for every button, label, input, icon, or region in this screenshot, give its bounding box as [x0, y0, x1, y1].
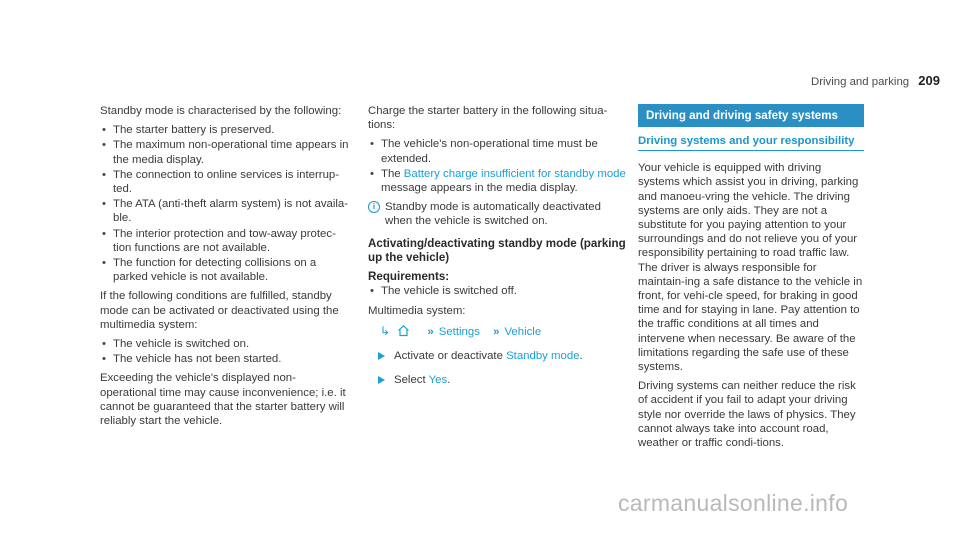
bullet-list	[368, 137, 628, 195]
section-heading: Activating/deactivating standby mode (parking up the vehicle)	[368, 236, 626, 264]
text: message appears in the media display.	[381, 182, 578, 195]
list-item: • The vehicle is switched on.	[100, 337, 352, 351]
requirements-list	[368, 284, 628, 298]
page-number: 209	[918, 73, 940, 88]
section-title: Driving and parking	[810, 76, 910, 88]
step-arrow-icon	[378, 352, 385, 360]
list-item: • The vehicle has not been started.	[100, 352, 352, 366]
chevron-double-right-icon: »	[427, 326, 434, 339]
column-2	[368, 104, 628, 398]
standby-mode-link[interactable]: Standby mode	[506, 350, 580, 363]
text: .	[579, 350, 583, 363]
list-item	[368, 167, 628, 195]
chevron-double-right-icon: »	[493, 326, 500, 339]
text: Activate or deactivate	[394, 350, 507, 363]
paragraph: Your vehicle is equipped with driving systems which assist you in driving, parking and manoeu-vring the vehicle. The driving systems are only aids. They are not a substitute for you paying attention to your surroundings and do not relieve you of your responsibility pertaining to road traffic law. The driver is always responsible for maintain-ing a safe distance to the vehicle in front, for vehi-cle speed, for braking in good time and for staying in lane. Pay attention to the traffic conditions at all times and intervene when necessary. Be aware of the limitations regarding the safe use of these systems.	[638, 162, 863, 374]
menu-path	[380, 324, 628, 339]
bullet-list	[100, 337, 352, 366]
paragraph: Charge the starter battery in the following situa-tions:	[368, 105, 608, 132]
column-3	[638, 104, 864, 455]
list-item: • The interior protection and tow-away protec-tion functions are not available.	[100, 227, 352, 255]
watermark: carmanualsonline.info	[618, 490, 849, 516]
home-icon[interactable]	[397, 324, 410, 337]
paragraph: Standby mode is characterised by the following:	[100, 105, 342, 117]
multimedia-label: Multimedia system:	[368, 304, 466, 317]
list-item: • The starter battery is preserved.	[100, 123, 352, 137]
requirements-label: Requirements:	[368, 269, 450, 283]
column-1	[100, 104, 352, 433]
list-item: • The connection to online services is interrup-ted.	[100, 168, 352, 196]
list-item: • The maximum non-operational time appears in the media display.	[100, 138, 352, 166]
section-subheading: Driving systems and your responsibility	[638, 134, 864, 151]
paragraph: If the following conditions are fulfilled, standby mode can be activated or deactivated using the multimedia system:	[100, 290, 339, 331]
page-header	[790, 74, 940, 89]
message-link[interactable]: Battery charge insufficient for standby mode	[403, 167, 626, 180]
text: .	[447, 374, 451, 387]
bullet-list	[100, 123, 352, 284]
info-icon: i	[368, 201, 380, 213]
instruction-step	[368, 373, 628, 387]
paragraph: Driving systems can neither reduce the risk of accident if you fail to adapt your driving style nor override the laws of physics. They cannot always take into account road, weather or traffic condi-tions.	[638, 380, 856, 450]
return-arrow-icon: ↳	[380, 324, 391, 339]
instruction-step	[368, 349, 628, 363]
list-item: • The vehicle is switched off.	[368, 284, 628, 298]
paragraph: Exceeding the vehicle's displayed non-operational time may cause inconvenience; i.e. it cannot be guaranteed that the starter battery will reliably start the vehicle.	[100, 372, 346, 428]
path-settings[interactable]: Settings	[438, 326, 480, 339]
text: The	[381, 167, 404, 180]
list-item: • The vehicle's non-operational time must be extended.	[368, 137, 628, 165]
note	[368, 200, 628, 228]
step-arrow-icon	[378, 376, 385, 384]
path-vehicle[interactable]: Vehicle	[504, 326, 542, 339]
note-text: Standby mode is automatically deactivated when the vehicle is switched on.	[385, 201, 601, 228]
chapter-heading: Driving and driving safety systems	[638, 104, 864, 127]
list-item: • The function for detecting collisions on a parked vehicle is not available.	[100, 256, 352, 284]
text: Select	[394, 374, 429, 387]
yes-link[interactable]: Yes	[428, 374, 448, 387]
list-item: • The ATA (anti-theft alarm system) is not availa-ble.	[100, 197, 352, 225]
